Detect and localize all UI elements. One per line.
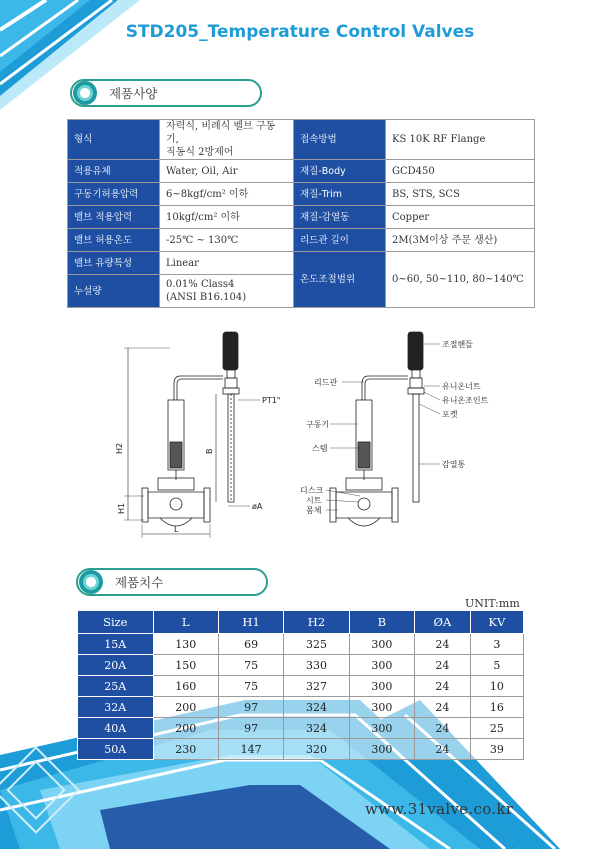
spec-value: KS 10K RF Flange [386, 120, 535, 160]
spec-value: Copper [386, 206, 535, 229]
size-cell: 32A [78, 697, 154, 718]
spec-value: 6~8kgf/cm² 이하 [160, 183, 294, 206]
table-cell: 5 [470, 655, 523, 676]
table-row [78, 676, 524, 697]
table-cell: 3 [470, 634, 523, 655]
spec-value: BS, STS, SCS [386, 183, 535, 206]
section-tag-dimensions [76, 568, 268, 596]
page-title: STD205_Temperature Control Valves [125, 22, 475, 42]
table-cell: 330 [284, 655, 349, 676]
spec-value: GCD450 [386, 160, 535, 183]
label-handle: 조절핸들 [442, 340, 473, 349]
table-cell: 10 [470, 676, 523, 697]
table-cell: 24 [415, 697, 471, 718]
circle-bullet-icon [79, 570, 103, 594]
table-cell: 97 [218, 697, 283, 718]
spec-header: 재질-Body [294, 160, 386, 183]
spec-header: 밸브 적용압력 [68, 206, 160, 229]
column-header: KV [470, 611, 523, 634]
label-sensor: 감열통 [442, 460, 466, 469]
table-row [68, 252, 535, 275]
spec-value: 0.01% Class4 (ANSI B16.104) [160, 275, 294, 308]
table-row [68, 160, 535, 183]
size-cell: 15A [78, 634, 154, 655]
spec-header: 재질-Trim [294, 183, 386, 206]
table-cell: 130 [153, 634, 218, 655]
table-row [68, 183, 535, 206]
table-cell: 230 [153, 739, 218, 760]
table-cell: 24 [415, 634, 471, 655]
table-cell: 24 [415, 739, 471, 760]
table-row [68, 120, 535, 160]
section-tag-spec [70, 79, 262, 107]
label-pt: PT1" [262, 396, 281, 405]
label-phi-a: øA [252, 502, 263, 511]
label-l: L [174, 525, 179, 534]
table-cell: 16 [470, 697, 523, 718]
section-label: 제품사양 [109, 86, 158, 101]
column-header: ØA [415, 611, 471, 634]
column-header: B [349, 611, 414, 634]
column-header: H2 [284, 611, 349, 634]
table-cell: 300 [349, 655, 414, 676]
table-cell: 160 [153, 676, 218, 697]
column-header: H1 [218, 611, 283, 634]
table-cell: 324 [284, 718, 349, 739]
label-h1: H1 [117, 502, 126, 514]
table-cell: 200 [153, 718, 218, 739]
spec-header: 구동기허용압력 [68, 183, 160, 206]
size-cell: 40A [78, 718, 154, 739]
table-cell: 39 [470, 739, 523, 760]
spec-header: 리드관 길이 [294, 229, 386, 252]
table-cell: 324 [284, 697, 349, 718]
table-row [78, 634, 524, 655]
circle-bullet-icon [73, 81, 97, 105]
spec-header: 밸브 허용온도 [68, 229, 160, 252]
column-header: L [153, 611, 218, 634]
spec-header: 재질-감열동 [294, 206, 386, 229]
spec-value: 2M(3M이상 주문 생산) [386, 229, 535, 252]
label-pocket: 포켓 [442, 410, 458, 419]
label-h2: H2 [115, 442, 124, 454]
table-cell: 147 [218, 739, 283, 760]
spec-header: 밸브 유량특성 [68, 252, 160, 275]
column-header: Size [78, 611, 154, 634]
spec-header: 접속방법 [294, 120, 386, 160]
spec-header: 누설량 [68, 275, 160, 308]
table-cell: 25 [470, 718, 523, 739]
table-cell: 300 [349, 697, 414, 718]
label-union-joint: 유니온조인트 [442, 396, 489, 405]
table-header-row [78, 611, 524, 634]
website-url: www.31valve.co.kr [365, 800, 514, 818]
table-cell: 300 [349, 676, 414, 697]
label-body: 몸체 [306, 506, 322, 515]
dimension-table [77, 610, 524, 760]
valve-parts-drawing [290, 320, 520, 550]
label-disc: 디스크 [300, 486, 324, 495]
size-cell: 50A [78, 739, 154, 760]
spec-table [67, 119, 535, 308]
table-row [78, 655, 524, 676]
section-label: 제품치수 [115, 575, 164, 590]
valve-dimension-drawing [110, 320, 320, 550]
spec-value: 0~60, 50~110, 80~140℃ [386, 252, 535, 308]
size-cell: 20A [78, 655, 154, 676]
table-cell: 75 [218, 655, 283, 676]
spec-value: 자력식, 비례식 벨브 구동기, 직동식 2방제어 [160, 120, 294, 160]
spec-header: 온도조절범위 [294, 252, 386, 308]
unit-label: UNIT:mm [465, 597, 520, 610]
size-cell: 25A [78, 676, 154, 697]
label-seat: 시트 [306, 496, 322, 505]
spec-value: Linear [160, 252, 294, 275]
label-actuator: 구동기 [306, 420, 330, 429]
label-union-nut: 유니온너트 [442, 382, 481, 391]
table-cell: 300 [349, 634, 414, 655]
table-cell: 24 [415, 655, 471, 676]
table-row [78, 718, 524, 739]
table-row [68, 229, 535, 252]
table-cell: 97 [218, 718, 283, 739]
table-cell: 320 [284, 739, 349, 760]
table-cell: 24 [415, 718, 471, 739]
table-cell: 75 [218, 676, 283, 697]
table-cell: 150 [153, 655, 218, 676]
table-cell: 327 [284, 676, 349, 697]
spec-value: 10kgf/cm² 이하 [160, 206, 294, 229]
table-cell: 325 [284, 634, 349, 655]
table-cell: 300 [349, 739, 414, 760]
spec-value: Water, Oil, Air [160, 160, 294, 183]
spec-header: 적용유체 [68, 160, 160, 183]
spec-value: -25℃ ~ 130℃ [160, 229, 294, 252]
label-lead-pipe: 리드관 [314, 378, 338, 387]
table-row [78, 697, 524, 718]
label-stem: 스템 [312, 444, 328, 453]
table-cell: 24 [415, 676, 471, 697]
table-cell: 300 [349, 718, 414, 739]
spec-header: 형식 [68, 120, 160, 160]
table-cell: 69 [218, 634, 283, 655]
table-row [68, 206, 535, 229]
label-b: B [205, 448, 214, 454]
table-cell: 200 [153, 697, 218, 718]
table-row [78, 739, 524, 760]
